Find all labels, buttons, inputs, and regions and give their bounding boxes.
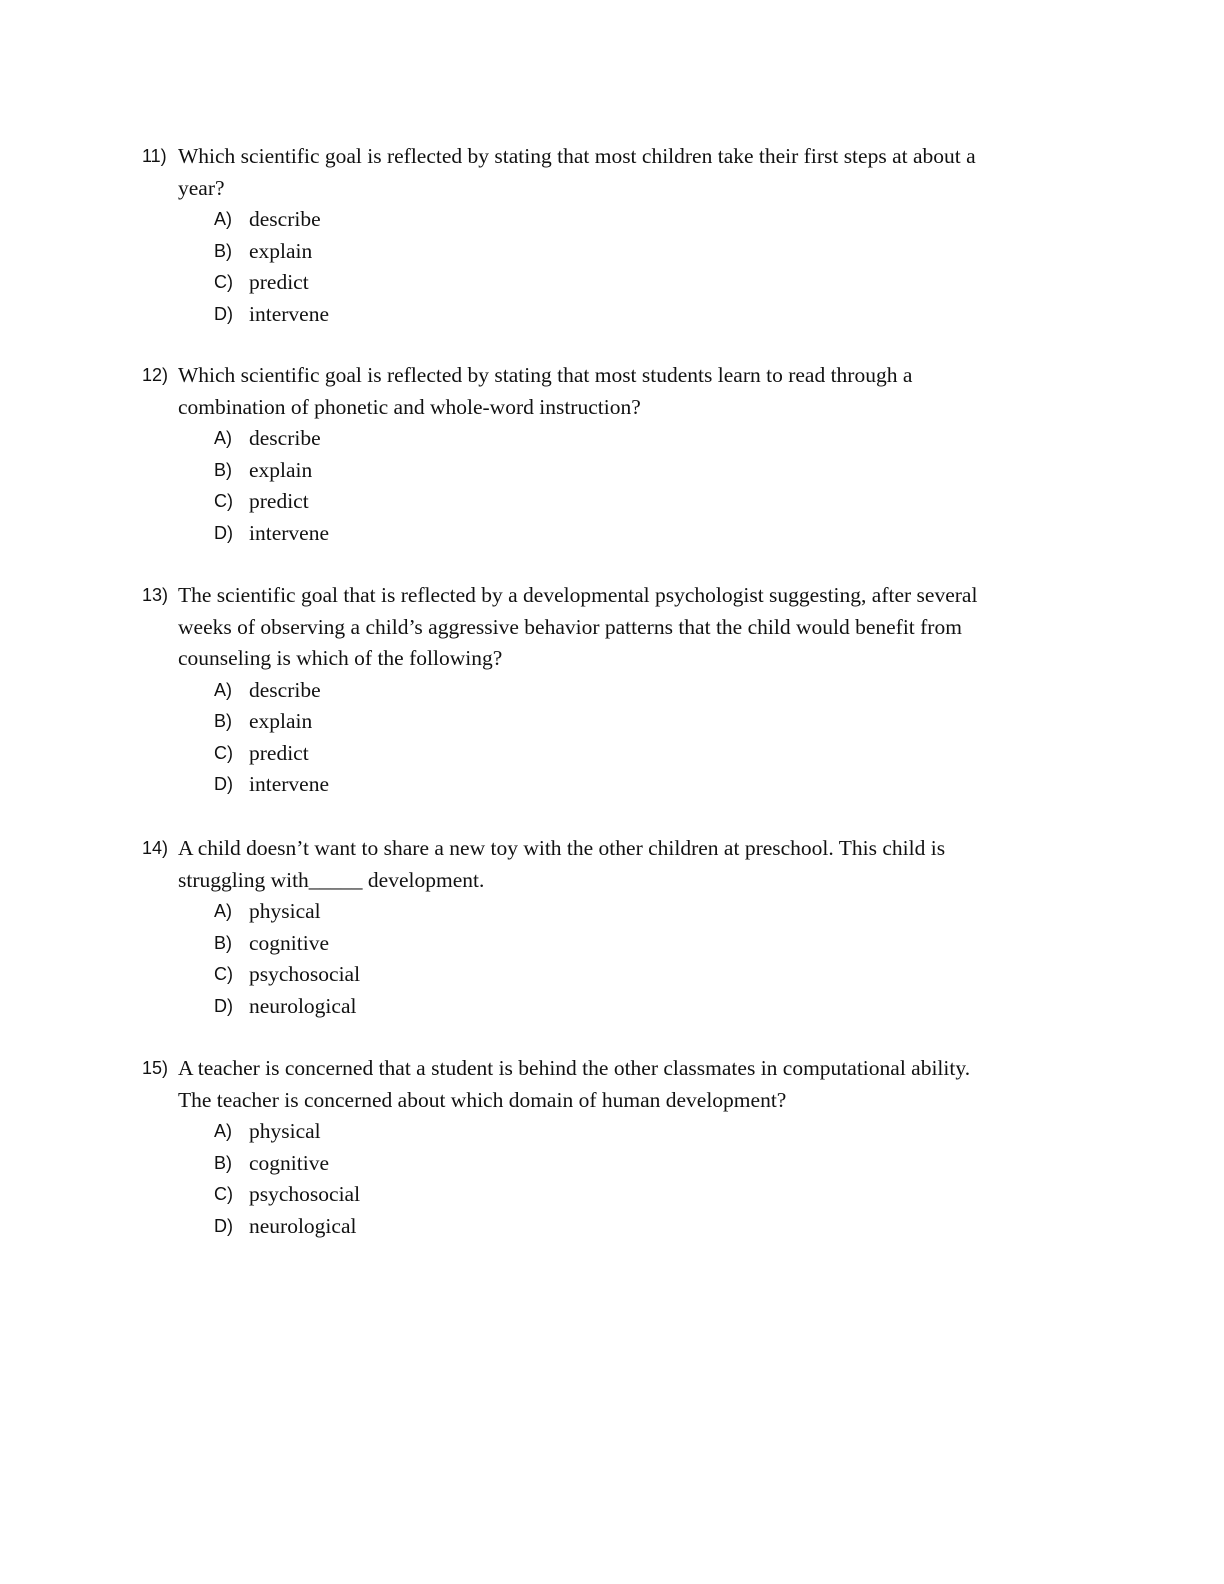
answer-options	[142, 423, 1082, 549]
option-text: explain	[249, 709, 313, 733]
option-letter: B)	[214, 240, 232, 261]
answer-option-a	[142, 204, 1082, 236]
option-text: predict	[249, 270, 309, 294]
option-letter: D)	[214, 1215, 233, 1236]
answer-option-c	[142, 486, 1082, 518]
option-letter: A)	[214, 1121, 232, 1141]
answer-options	[142, 204, 1082, 330]
question-text-line: The scientific goal that is reflected by a developmental psychologist suggesting, after several	[178, 583, 978, 607]
question-11	[142, 141, 1082, 330]
option-text: neurological	[249, 993, 357, 1018]
question-13	[142, 580, 1082, 801]
option-letter: D)	[214, 522, 233, 543]
option-text: psychosocial	[249, 1182, 361, 1206]
question-text-line: combination of phonetic and whole-word instruction?	[178, 394, 641, 419]
option-letter: A)	[214, 209, 232, 229]
option-text: describe	[249, 426, 321, 450]
question-number: 11)	[142, 146, 167, 166]
answer-options	[142, 896, 1082, 1022]
answer-option-d	[142, 769, 1082, 801]
answer-option-b	[142, 236, 1082, 268]
option-letter: D)	[214, 995, 233, 1016]
option-text: explain	[249, 457, 313, 482]
question-text-line: Which scientific goal is reflected by stating that most students learn to read through a	[178, 363, 913, 387]
option-text: explain	[249, 238, 313, 263]
answer-option-c	[142, 1179, 1082, 1211]
option-letter: D)	[214, 774, 233, 794]
question-text-line: weeks of observing a child’s aggressive behavior patterns that the child would benefit from	[178, 614, 962, 639]
answer-option-a	[142, 423, 1082, 455]
question-number: 13)	[142, 585, 169, 605]
question-text-line: A child doesn’t want to share a new toy with the other children at preschool. This child is	[178, 836, 946, 860]
question-stem	[142, 580, 1082, 675]
option-letter: A)	[214, 679, 232, 700]
question-text-line: The teacher is concerned about which domain of human development?	[178, 1087, 787, 1112]
option-text: cognitive	[249, 930, 330, 955]
answer-option-d	[142, 1211, 1082, 1243]
answer-option-c	[142, 959, 1082, 991]
answer-options	[142, 1116, 1082, 1242]
question-number: 15)	[142, 1058, 169, 1078]
option-text: predict	[249, 740, 309, 765]
answer-option-b	[142, 1148, 1082, 1180]
question-15	[142, 1053, 1082, 1242]
option-letter: C)	[214, 272, 233, 292]
option-text: intervene	[249, 520, 329, 545]
option-letter: A)	[214, 428, 232, 448]
question-text-line: year?	[178, 175, 225, 200]
answer-options	[142, 675, 1082, 801]
option-letter: C)	[214, 1184, 233, 1204]
question-text-line: Which scientific goal is reflected by stating that most children take their first steps at about a	[178, 144, 976, 168]
option-text: describe	[249, 207, 321, 231]
option-letter: B)	[214, 459, 232, 480]
answer-option-c	[142, 267, 1082, 299]
option-letter: B)	[214, 1152, 232, 1173]
answer-option-a	[142, 675, 1082, 707]
question-stem	[142, 833, 1082, 896]
question-12	[142, 360, 1082, 549]
question-number: 14)	[142, 838, 169, 858]
answer-option-b	[142, 455, 1082, 487]
option-letter: C)	[214, 964, 233, 984]
answer-option-d	[142, 299, 1082, 331]
option-text: cognitive	[249, 1150, 330, 1175]
answer-option-d	[142, 991, 1082, 1023]
option-text: intervene	[249, 772, 329, 796]
question-14	[142, 833, 1082, 1022]
question-stem	[142, 1053, 1082, 1116]
answer-option-a	[142, 1116, 1082, 1148]
question-number: 12)	[142, 365, 169, 385]
option-text: physical	[249, 899, 321, 923]
answer-option-c	[142, 738, 1082, 770]
option-letter: C)	[214, 491, 233, 511]
option-letter: D)	[214, 303, 233, 324]
question-stem	[142, 141, 1082, 204]
option-text: predict	[249, 489, 309, 513]
question-text-line: A teacher is concerned that a student is behind the other classmates in computational ability.	[178, 1056, 971, 1080]
question-text-line: struggling with_____ development.	[178, 867, 485, 892]
option-letter: A)	[214, 901, 232, 921]
option-text: intervene	[249, 301, 329, 326]
answer-option-b	[142, 706, 1082, 738]
option-text: physical	[249, 1119, 321, 1143]
answer-option-d	[142, 518, 1082, 550]
option-text: describe	[249, 677, 321, 702]
question-text-line: counseling is which of the following?	[178, 646, 503, 670]
option-letter: B)	[214, 711, 232, 731]
option-text: psychosocial	[249, 962, 361, 986]
option-letter: B)	[214, 932, 232, 953]
answer-option-b	[142, 928, 1082, 960]
option-letter: C)	[214, 742, 233, 763]
option-text: neurological	[249, 1213, 357, 1238]
answer-option-a	[142, 896, 1082, 928]
question-stem	[142, 360, 1082, 423]
